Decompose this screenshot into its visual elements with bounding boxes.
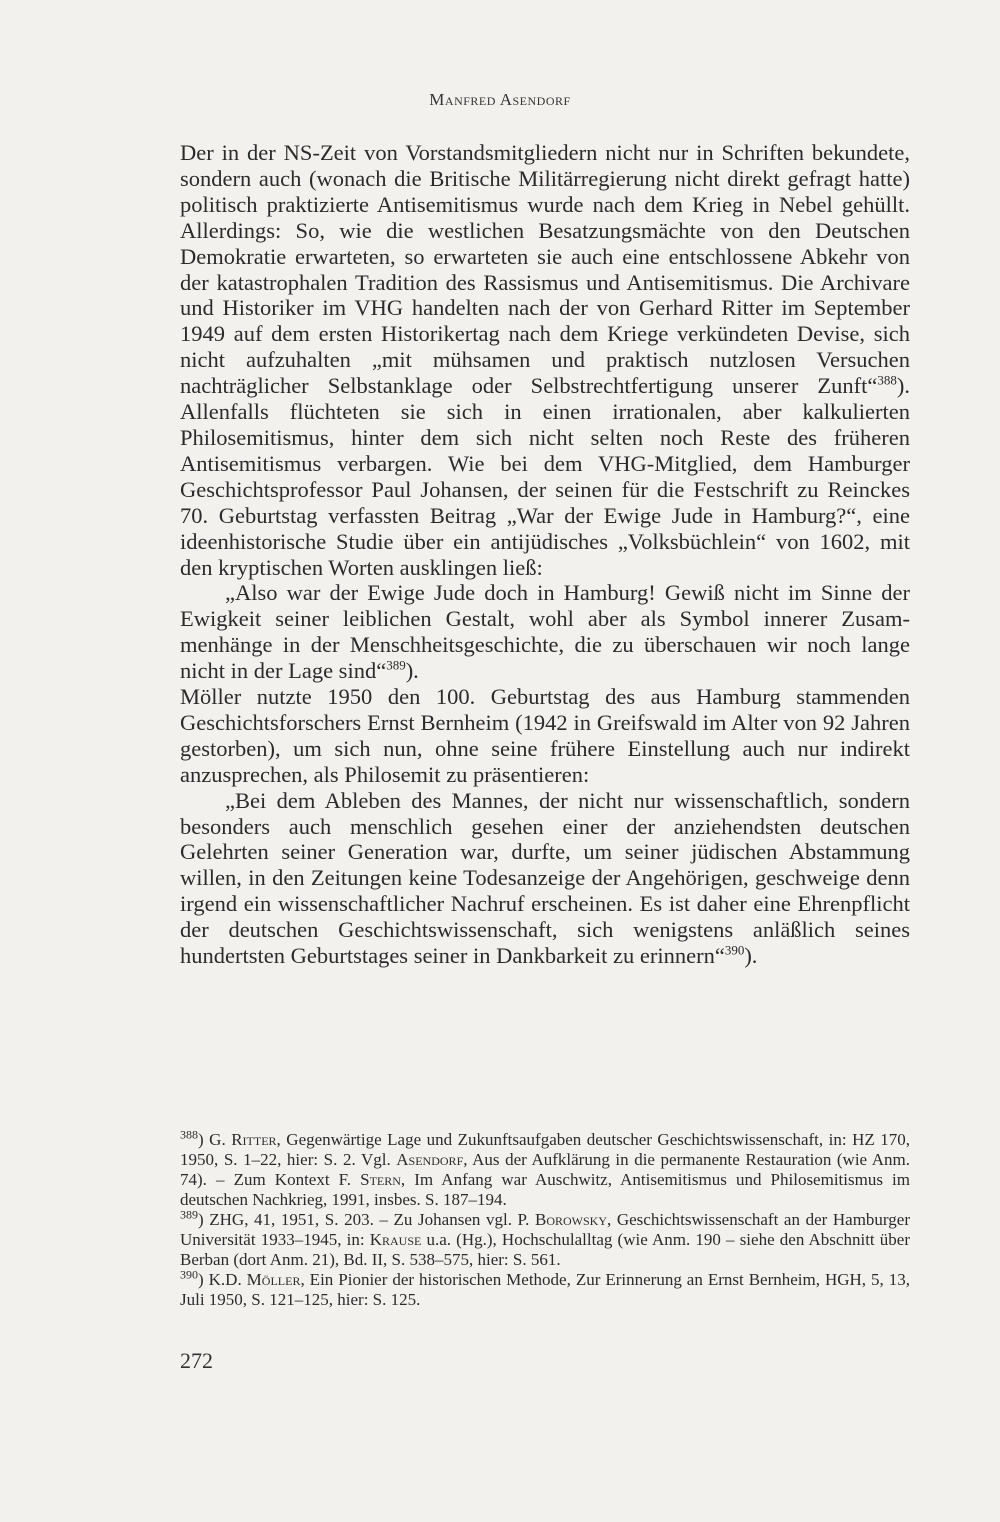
footnote-text: ) G. (198, 1130, 232, 1149)
quote-1-text-a: „Also war der Ewige Jude doch in Hamburg! Gewiß nicht im Sinne der Ewigkeit seiner leiblichen Gestalt, wohl aber als Symbol innerer Zusammenhänge in der Menschheitsgeschichte, die zu überschauen wir noch lange nicht in der Lage sind“ (180, 580, 910, 684)
footnote-text: , Ein Pionier der historischen Methode, Zur Erinnerung an Ernst Bernheim, HGH, 5, 13, Juli 1950, S. 121–125, hier: S. 125. (180, 1270, 910, 1309)
paragraph-1-text-a: Der in der NS-Zeit von Vorstandsmitgliedern nicht nur in Schriften bekundete, sondern auch (wonach die Britische Militärregierung nicht direkt gefragt hatte) politisch praktizierte Antisemitismus wurde nach dem Krieg in Nebel gehüllt. Allerdings: So, wie die westlichen Besatzungsmächte von den Deutschen Demokratie erwarteten, so erwarteten sie auch eine entschlossene Abkehr von der katastrophalen Tradition des Rassismus und Antisemitismus. Die Archivare und Historiker im VHG handelten nach der von Gerhard Ritter im September 1949 auf dem ersten Historikertag nach dem Kriege verkündeten Devise, sich nicht aufzuhalten „mit mühsamen und praktisch nutzlosen Versuchen nachträglicher Selbstanklage oder Selbstrechtfertigung unserer Zunft“ (180, 140, 910, 399)
footnotes (180, 1127, 911, 1310)
paragraph-1-text-b: ). Allenfalls flüchteten sie sich in einen irrationalen, aber kalkulierten Philosemitismus, hinter dem sich nicht selten noch Reste des früheren Antisemitismus verbargen. Wie bei dem VHG-Mitglied, dem Hamburger Geschichtsprofessor Paul Johansen, der seinen für die Festschrift zu Reinckes 70. Geburtstag verfassten Beitrag „War der Ewige Jude in Hamburg?“, eine ideenhistorische Studie über ein antijüdisches „Volksbüchlein“ von 1602, mit den kryptischen Worten ausklingen ließ: (180, 373, 910, 580)
page-number: 272 (180, 1348, 213, 1373)
footnote-ref-389[interactable]: 389 (386, 657, 406, 673)
footnote-author: Möller (246, 1270, 301, 1289)
footnote-text: ) ZHG, 41, 1951, S. 203. – Zu Johansen vgl. P. (198, 1210, 535, 1229)
footnote-text: u.a. (Hg.), Hochschulalltag (wie Anm. 190 – siehe den Abschnitt über Berban (dort Anm. 21), Bd. II, S. 538–575, hier: S. 561. (180, 1230, 911, 1269)
footnote-number: 390 (180, 1267, 198, 1282)
footnote-number: 389 (180, 1207, 198, 1222)
body-text (180, 140, 910, 969)
quote-2-text-a: „Bei dem Ableben des Mannes, der nicht nur wissenschaftlich, sondern besonders auch menschlich gesehen einer der anziehendsten deutschen Gelehrten seiner Generation war, durfte, um seiner jüdischen Abstammung willen, in den Zeitungen keine Todesanzeige der Angehörigen, geschweige denn irgend ein wissenschaftlicher Nachruf erscheinen. Es ist daher eine Ehrenpflicht der deutschen Geschichtswissenschaft, sich wenigstens anläßlich seines hundertsten Geburtstages seiner in Dankbarkeit zu erinnern“ (180, 787, 910, 969)
footnote-text: ) K.D. (198, 1270, 247, 1289)
footnote-author: Asendorf (396, 1150, 464, 1169)
footnote-text: , Geschichtswissenschaft an der Hamburger Universität 1933–1945, in: (180, 1210, 910, 1249)
footnote-author: Borowsky (534, 1210, 607, 1229)
footnote-author: Stern (360, 1170, 401, 1189)
footnote-text: , Aus der Aufklärung in die permanente Restauration (wie Anm. 74). – Zum Kontext F. (180, 1150, 910, 1189)
footnote-author: Krause (369, 1230, 422, 1249)
footnote-389 (180, 1207, 911, 1270)
running-head: Manfred Asendorf (429, 90, 571, 109)
footnote-number: 388 (180, 1127, 198, 1142)
quote-2 (180, 788, 910, 969)
footnote-text: , Im Anfang war Auschwitz, Antisemitismus und Philosemitismus im deutschen Nachkrieg, 1991, insbes. S. 187–194. (180, 1170, 910, 1209)
footnote-author: Ritter (231, 1130, 277, 1149)
paragraph-1 (180, 140, 910, 580)
quote-1-text-b: ). (405, 658, 419, 684)
footnote-ref-390[interactable]: 390 (724, 942, 745, 958)
paragraph-2: Möller nutzte 1950 den 100. Geburtstag des aus Hamburg stammenden Geschichtsforschers Ernst Bernheim (1942 in Greifswald im Alter von 92 Jahren gestorben), um sich nun, ohne seine frühere Einstellung auch nur indirekt anzusprechen, als Philosemit zu präsentieren: (180, 684, 910, 787)
footnote-text: , Gegenwärtige Lage und Zukunftsaufgaben deutscher Geschichtswissenschaft, in: HZ 170, 1950, S. 1–22, hier: S. 2. Vgl. (180, 1130, 910, 1169)
footnote-388 (180, 1127, 910, 1210)
footnote-390 (180, 1267, 910, 1310)
quote-2-text-b: ). (744, 943, 758, 969)
quote-1 (180, 580, 910, 684)
footnote-ref-388[interactable]: 388 (877, 372, 897, 388)
